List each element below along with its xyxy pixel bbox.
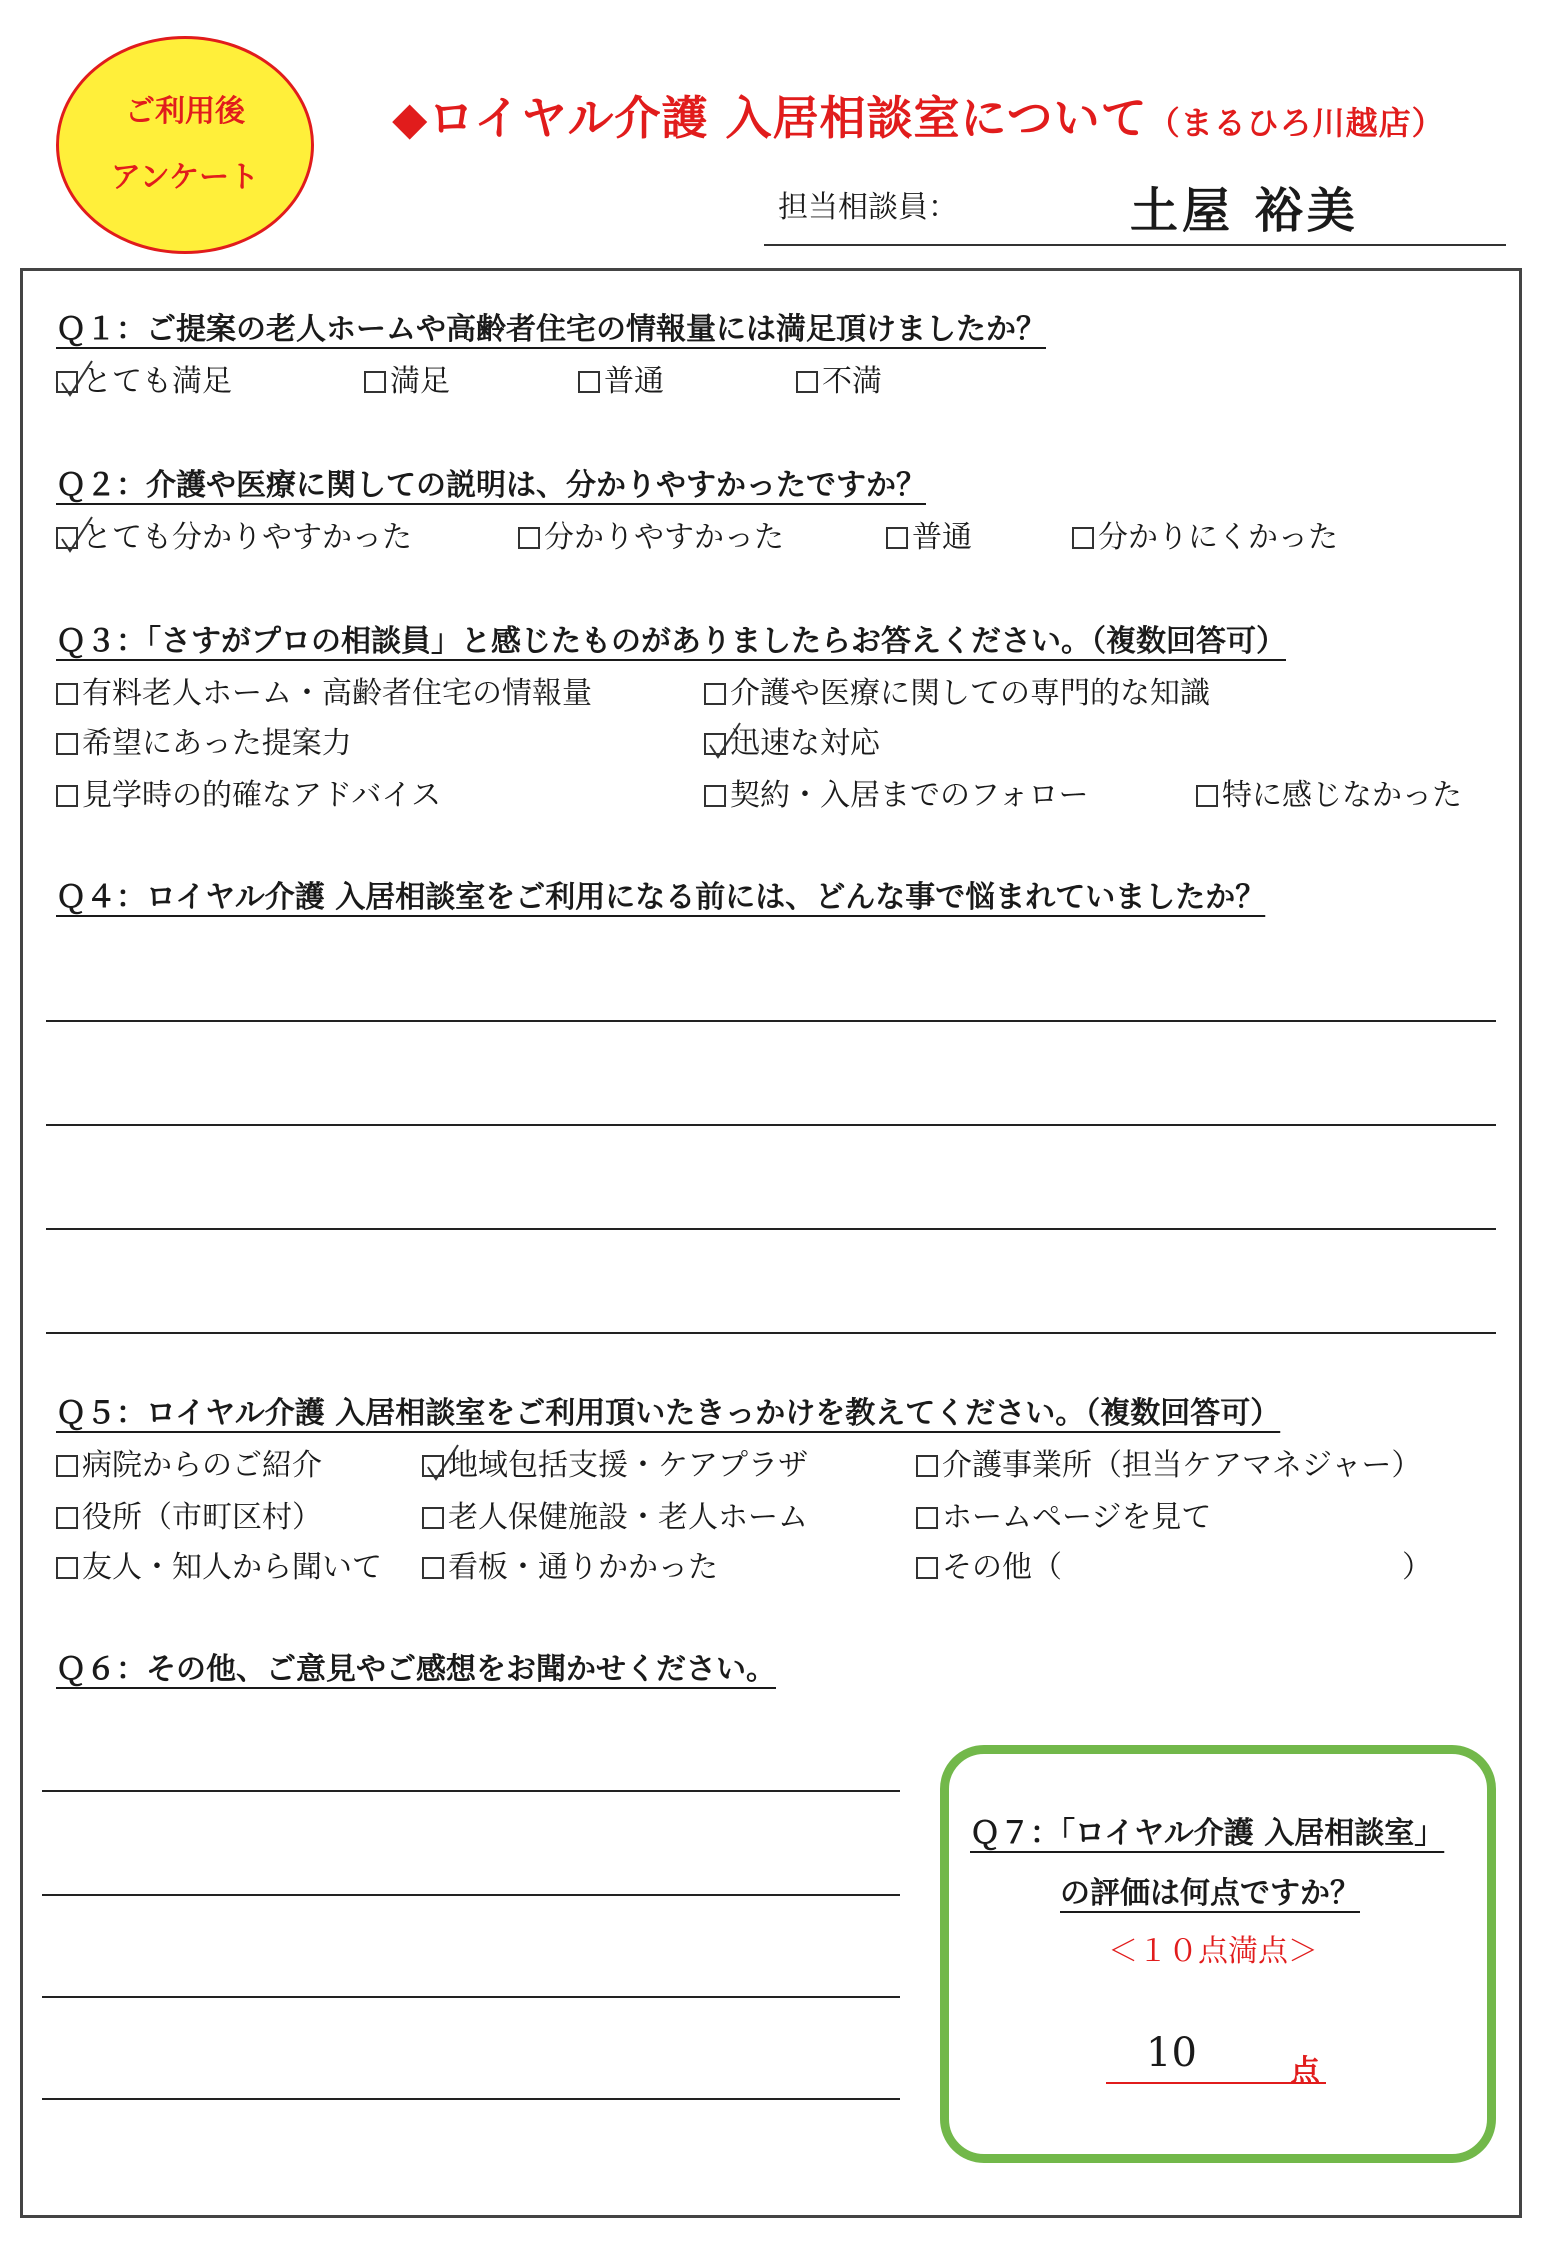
checkbox[interactable] — [796, 371, 818, 393]
survey-badge — [56, 36, 314, 254]
option-label: 介護や医療に関しての専門的な知識 — [730, 676, 1210, 711]
q6-answer-line[interactable] — [42, 2098, 900, 2100]
q5-option-city-office[interactable] — [56, 1492, 322, 1536]
option-label: 有料老人ホーム・高齢者住宅の情報量 — [82, 676, 592, 711]
checkmark-icon — [60, 359, 94, 399]
q5-option-community-support[interactable] — [422, 1440, 808, 1484]
q6-question: Ｑ６：その他、ご意見やご感想をお聞かせください。 — [56, 1652, 776, 1687]
option-label: とても満足 — [82, 364, 232, 399]
q7-points-unit: 点 — [1290, 2054, 1320, 2089]
checkbox[interactable] — [578, 371, 600, 393]
badge-line-2: アンケート — [110, 160, 260, 195]
checkbox[interactable] — [56, 1455, 78, 1477]
option-label: 地域包括支援・ケアプラザ — [448, 1448, 808, 1483]
badge-line-1: ご利用後 — [125, 94, 245, 129]
q1-option-dissatisfied[interactable] — [796, 356, 882, 400]
q7-question-line-1: Ｑ７：「ロイヤル介護 入居相談室」 — [970, 1816, 1445, 1851]
checkbox[interactable] — [704, 683, 726, 705]
checkbox[interactable] — [1196, 785, 1218, 807]
checkbox[interactable] — [56, 733, 78, 755]
option-label: 病院からのご紹介 — [82, 1448, 322, 1483]
option-label: 普通 — [912, 520, 972, 555]
q7-note: ＜１０点満点＞ — [1108, 1934, 1318, 1969]
option-label: 老人保健施設・老人ホーム — [448, 1500, 808, 1535]
staff-underline — [764, 244, 1506, 246]
option-label: 分かりやすかった — [544, 520, 784, 555]
q3-question: Ｑ３：「さすがプロの相談員」と感じたものがありましたらお答えください。（複数回答可） — [56, 624, 1286, 659]
q7-question-line-2: の評価は何点ですか？ — [1060, 1876, 1360, 1911]
option-label: 看板・通りかかった — [448, 1550, 718, 1585]
checkbox[interactable] — [916, 1455, 938, 1477]
checkbox[interactable] — [886, 527, 908, 549]
q6-answer-line[interactable] — [42, 1996, 900, 1998]
checkbox[interactable] — [56, 371, 78, 393]
option-label: 不満 — [822, 364, 882, 399]
staff-name: 土屋 裕美 — [1130, 183, 1359, 239]
option-label: 迅速な対応 — [730, 726, 880, 761]
q7-score[interactable]: 10 — [1146, 2030, 1197, 2076]
q5-option-nursing-facility[interactable] — [422, 1492, 808, 1536]
checkmark-icon — [60, 515, 94, 555]
checkbox[interactable] — [1072, 527, 1094, 549]
checkbox[interactable] — [364, 371, 386, 393]
option-label: 見学時の的確なアドバイス — [82, 778, 442, 813]
option-label: 友人・知人から聞いて — [82, 1550, 382, 1585]
q3-option-proposal[interactable] — [56, 718, 352, 762]
checkbox[interactable] — [56, 527, 78, 549]
q1-option-satisfied[interactable] — [364, 356, 450, 400]
q1-question: Ｑ１：ご提案の老人ホームや高齢者住宅の情報量には満足頂けましたか？ — [56, 312, 1046, 347]
q3-option-quick-response[interactable] — [704, 718, 880, 762]
q4-answer-line[interactable] — [46, 1020, 1496, 1022]
q5-other-close-paren: ） — [1402, 1550, 1432, 1585]
q5-question: Ｑ５：ロイヤル介護 入居相談室をご利用頂いたきっかけを教えてください。（複数回答可） — [56, 1396, 1281, 1431]
checkbox[interactable] — [422, 1455, 444, 1477]
option-label: ホームページを見て — [942, 1500, 1212, 1535]
checkbox[interactable] — [422, 1507, 444, 1529]
title-main: ◆ロイヤル介護 入居相談室について — [392, 91, 1148, 145]
q5-option-care-office[interactable] — [916, 1440, 1421, 1484]
checkbox[interactable] — [704, 733, 726, 755]
q4-answer-line[interactable] — [46, 1124, 1496, 1126]
q5-option-hospital[interactable] — [56, 1440, 322, 1484]
q1-option-very-satisfied[interactable] — [56, 356, 232, 400]
option-label: 満足 — [390, 364, 450, 399]
title-subtitle: （まるひろ川越店） — [1147, 104, 1445, 142]
page-title — [392, 82, 1445, 148]
q5-option-other[interactable] — [916, 1542, 1062, 1586]
option-label: とても分かりやすかった — [82, 520, 412, 555]
checkmark-icon — [708, 721, 742, 761]
checkmark-icon — [426, 1443, 460, 1483]
q1-option-normal[interactable] — [578, 356, 664, 400]
q5-option-website[interactable] — [916, 1492, 1211, 1536]
q3-option-contract-followup[interactable] — [704, 770, 1089, 814]
checkbox[interactable] — [56, 1557, 78, 1579]
option-label: 契約・入居までのフォロー — [730, 778, 1089, 813]
option-label: 分かりにくかった — [1098, 520, 1338, 555]
q6-answer-line[interactable] — [42, 1790, 900, 1792]
q5-option-signboard[interactable] — [422, 1542, 718, 1586]
q6-answer-line[interactable] — [42, 1894, 900, 1896]
checkbox[interactable] — [916, 1507, 938, 1529]
q2-option-very-clear[interactable] — [56, 512, 412, 556]
q2-option-normal[interactable] — [886, 512, 972, 556]
checkbox[interactable] — [56, 1507, 78, 1529]
option-label: 希望にあった提案力 — [82, 726, 352, 761]
q2-question: Ｑ２：介護や医療に関しての説明は、分かりやすかったですか？ — [56, 468, 926, 503]
q4-question: Ｑ４：ロイヤル介護 入居相談室をご利用になる前には、どんな事で悩まれていましたか？ — [56, 880, 1266, 915]
option-label: 介護事業所（担当ケアマネジャー） — [942, 1448, 1422, 1483]
checkbox[interactable] — [704, 785, 726, 807]
option-label: その他（ — [942, 1550, 1062, 1585]
checkbox[interactable] — [518, 527, 540, 549]
checkbox[interactable] — [422, 1557, 444, 1579]
checkbox[interactable] — [56, 785, 78, 807]
q5-option-friends[interactable] — [56, 1542, 382, 1586]
q3-option-expert-knowledge[interactable] — [704, 668, 1210, 712]
q3-option-tour-advice[interactable] — [56, 770, 441, 814]
q3-option-info-volume[interactable] — [56, 668, 592, 712]
staff-label: 担当相談員： — [778, 190, 958, 225]
option-label: 特に感じなかった — [1222, 778, 1462, 813]
q2-option-clear[interactable] — [518, 512, 784, 556]
option-label: 普通 — [604, 364, 664, 399]
q4-answer-line[interactable] — [46, 1228, 1496, 1230]
q2-option-unclear[interactable] — [1072, 512, 1338, 556]
checkbox[interactable] — [916, 1557, 938, 1579]
checkbox[interactable] — [56, 683, 78, 705]
option-label: 役所（市町区村） — [82, 1500, 322, 1535]
q3-option-none[interactable] — [1196, 770, 1462, 814]
q4-answer-line[interactable] — [46, 1332, 1496, 1334]
